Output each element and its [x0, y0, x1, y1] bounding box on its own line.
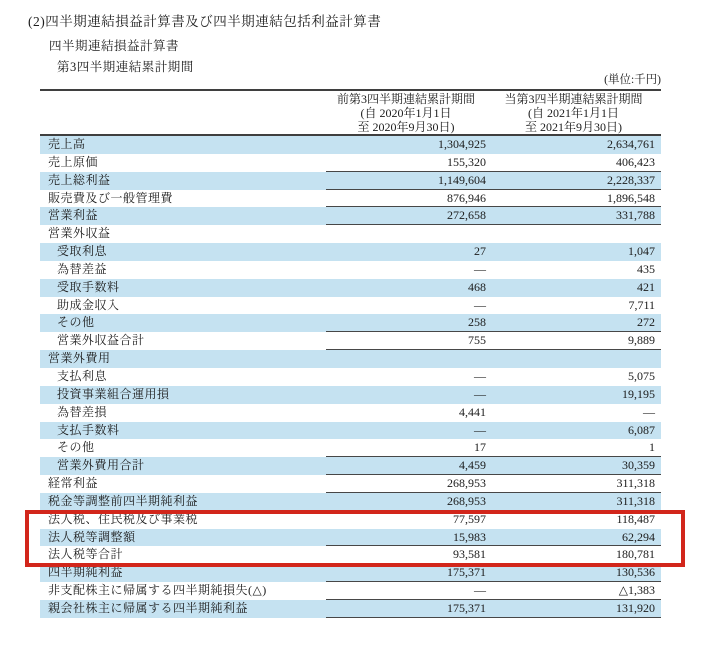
row-value-current: 7,711 — [628, 297, 655, 312]
row-label: 受取利息 — [57, 244, 108, 259]
row-values — [326, 225, 661, 243]
unit-label: (単位:千円) — [604, 74, 661, 86]
row-value-current: 311,318 — [616, 493, 655, 508]
column-header-line: (自 2020年1月1日 — [360, 106, 452, 121]
row-label: その他 — [57, 440, 95, 455]
row-value-current: 1,896,548 — [607, 190, 655, 205]
row-value-prior: 93,581 — [453, 547, 486, 562]
row-values — [326, 457, 661, 475]
row-value-prior: ― — [474, 261, 486, 276]
row-values — [326, 368, 661, 386]
row-value-current: 421 — [637, 279, 655, 294]
row-label: 非支配株主に帰属する四半期純損失(△) — [48, 583, 267, 598]
row-values — [326, 529, 661, 547]
column-header-current-period — [486, 91, 661, 135]
row-value-current: 130,536 — [616, 565, 655, 580]
row-value-prior: ― — [474, 583, 486, 598]
row-values — [326, 546, 661, 564]
column-header-line: 前第3四半期連結累計期間 — [336, 92, 475, 106]
row-value-current: 180,781 — [616, 547, 655, 562]
row-label: 営業外費用 — [48, 351, 111, 366]
table-row — [40, 279, 661, 297]
row-value-prior: ― — [474, 386, 486, 401]
table-row — [40, 600, 661, 618]
table-row — [40, 386, 661, 404]
row-values — [326, 207, 661, 225]
column-header-line: (自 2021年1月1日 — [528, 106, 619, 121]
table-row — [40, 439, 661, 457]
row-value-prior: 268,953 — [447, 476, 486, 491]
row-values — [326, 511, 661, 529]
row-value-current: 331,788 — [616, 208, 655, 223]
row-label: 助成金収入 — [57, 297, 120, 312]
table-row — [40, 546, 661, 564]
table-row — [40, 404, 661, 422]
row-value-current: 6,087 — [628, 422, 655, 437]
row-values — [326, 261, 661, 279]
row-value-current: 272 — [637, 315, 655, 330]
table-row — [40, 529, 661, 547]
column-header-line: 至 2020年9月30日) — [357, 120, 455, 135]
row-value-current: 435 — [637, 261, 655, 276]
row-value-prior: 876,946 — [447, 190, 486, 205]
row-value-current — [486, 350, 661, 367]
row-values — [326, 297, 661, 315]
row-label: 営業外収益 — [48, 226, 111, 241]
row-values — [326, 564, 661, 582]
row-values — [326, 279, 661, 297]
row-value-current: 1,047 — [628, 244, 655, 259]
row-value-prior: 4,441 — [459, 404, 486, 419]
row-value-prior: ― — [474, 422, 486, 437]
row-value-prior: 1,149,604 — [438, 172, 486, 187]
row-value-prior: 77,597 — [453, 511, 486, 526]
table-row — [40, 422, 661, 440]
row-value-prior: 175,371 — [447, 600, 486, 615]
row-values — [326, 172, 661, 190]
table-row — [40, 564, 661, 582]
table-row — [40, 243, 661, 261]
table-row — [40, 261, 661, 279]
row-label: 受取手数料 — [57, 279, 120, 294]
row-value-prior: 755 — [468, 333, 486, 348]
row-value-current: 62,294 — [622, 529, 655, 544]
row-label: 売上原価 — [48, 154, 99, 169]
row-values — [326, 600, 661, 618]
table-row — [40, 475, 661, 493]
row-values — [326, 439, 661, 457]
table-row — [40, 350, 661, 368]
row-value-current: 30,359 — [622, 458, 655, 473]
row-values — [326, 243, 661, 261]
column-header-prior-period — [326, 91, 486, 135]
row-values — [326, 154, 661, 172]
table-header — [40, 91, 661, 136]
table-row — [40, 297, 661, 315]
page-title: (2)四半期連結損益計算書及び四半期連結包括利益計算書 — [28, 14, 382, 29]
row-values — [326, 582, 661, 600]
row-label: 法人税、住民税及び事業税 — [48, 511, 199, 526]
row-value-current: ― — [643, 404, 655, 419]
table-row — [40, 136, 661, 154]
row-value-prior: 258 — [468, 315, 486, 330]
row-value-current: 118,487 — [616, 511, 655, 526]
row-values — [326, 136, 661, 154]
table-row — [40, 457, 661, 475]
row-value-prior: 17 — [474, 440, 486, 455]
column-header-line: 至 2021年9月30日) — [525, 120, 622, 135]
row-value-current: 131,920 — [616, 600, 655, 615]
row-label: 四半期純利益 — [48, 565, 124, 580]
period-label: 第3四半期連結累計期間 — [57, 60, 194, 74]
row-values — [326, 314, 661, 332]
row-label: 支払利息 — [57, 368, 108, 383]
row-values — [326, 350, 661, 368]
row-label: 営業外費用合計 — [57, 458, 145, 473]
column-header-line: 当第3四半期連結累計期間 — [504, 92, 643, 106]
row-label: 税金等調整前四半期純利益 — [48, 493, 199, 508]
row-value-current: 9,889 — [628, 333, 655, 348]
row-label: その他 — [57, 315, 95, 330]
row-label: 為替差損 — [57, 404, 108, 419]
row-label: 法人税等合計 — [48, 547, 124, 562]
row-value-prior — [326, 350, 486, 367]
row-values — [326, 475, 661, 493]
row-label: 為替差益 — [57, 261, 108, 276]
row-value-prior: 15,983 — [453, 529, 486, 544]
row-value-prior: ― — [474, 368, 486, 383]
row-label: 営業利益 — [48, 208, 99, 223]
row-label: 営業外収益合計 — [57, 333, 145, 348]
table-row — [40, 332, 661, 350]
row-label: 支払手数料 — [57, 422, 120, 437]
table-row — [40, 154, 661, 172]
table-row — [40, 493, 661, 511]
row-label: 売上高 — [48, 137, 86, 151]
table-row — [40, 190, 661, 208]
row-label: 販売費及び一般管理費 — [48, 190, 174, 205]
row-label: 売上総利益 — [48, 172, 111, 187]
table-row — [40, 511, 661, 529]
row-values — [326, 386, 661, 404]
row-label: 投資事業組合運用損 — [57, 386, 170, 401]
row-value-prior: 268,953 — [447, 493, 486, 508]
row-values — [326, 422, 661, 440]
row-value-current — [486, 225, 661, 242]
row-value-prior: 272,658 — [447, 208, 486, 223]
row-value-current: 5,075 — [628, 368, 655, 383]
row-values — [326, 404, 661, 422]
row-value-prior: 175,371 — [447, 565, 486, 580]
row-value-prior: 4,459 — [459, 458, 486, 473]
row-label: 親会社株主に帰属する四半期純利益 — [48, 600, 249, 615]
table-row — [40, 225, 661, 243]
row-value-prior: 1,304,925 — [438, 137, 486, 151]
row-value-prior: 155,320 — [447, 154, 486, 169]
table-row — [40, 207, 661, 225]
row-value-current: 311,318 — [616, 476, 655, 491]
table-row — [40, 172, 661, 190]
row-values — [326, 493, 661, 511]
row-value-current: 1 — [649, 440, 655, 455]
row-value-current: 19,195 — [622, 386, 655, 401]
row-value-current: △1,383 — [618, 583, 655, 598]
row-value-prior: 27 — [474, 244, 486, 259]
row-label: 法人税等調整額 — [48, 529, 136, 544]
table-body — [40, 136, 661, 618]
table-row — [40, 368, 661, 386]
row-values — [326, 190, 661, 208]
row-value-current: 406,423 — [616, 154, 655, 169]
table-row — [40, 314, 661, 332]
row-values — [326, 332, 661, 350]
row-value-current: 2,634,761 — [607, 137, 655, 151]
income-statement-table — [40, 89, 661, 618]
row-value-current: 2,228,337 — [607, 172, 655, 187]
statement-subtitle: 四半期連結損益計算書 — [49, 39, 180, 53]
row-value-prior: 468 — [468, 279, 486, 294]
row-value-prior — [326, 225, 486, 242]
row-value-prior: ― — [474, 297, 486, 312]
row-label: 経常利益 — [48, 476, 99, 491]
table-row — [40, 582, 661, 600]
